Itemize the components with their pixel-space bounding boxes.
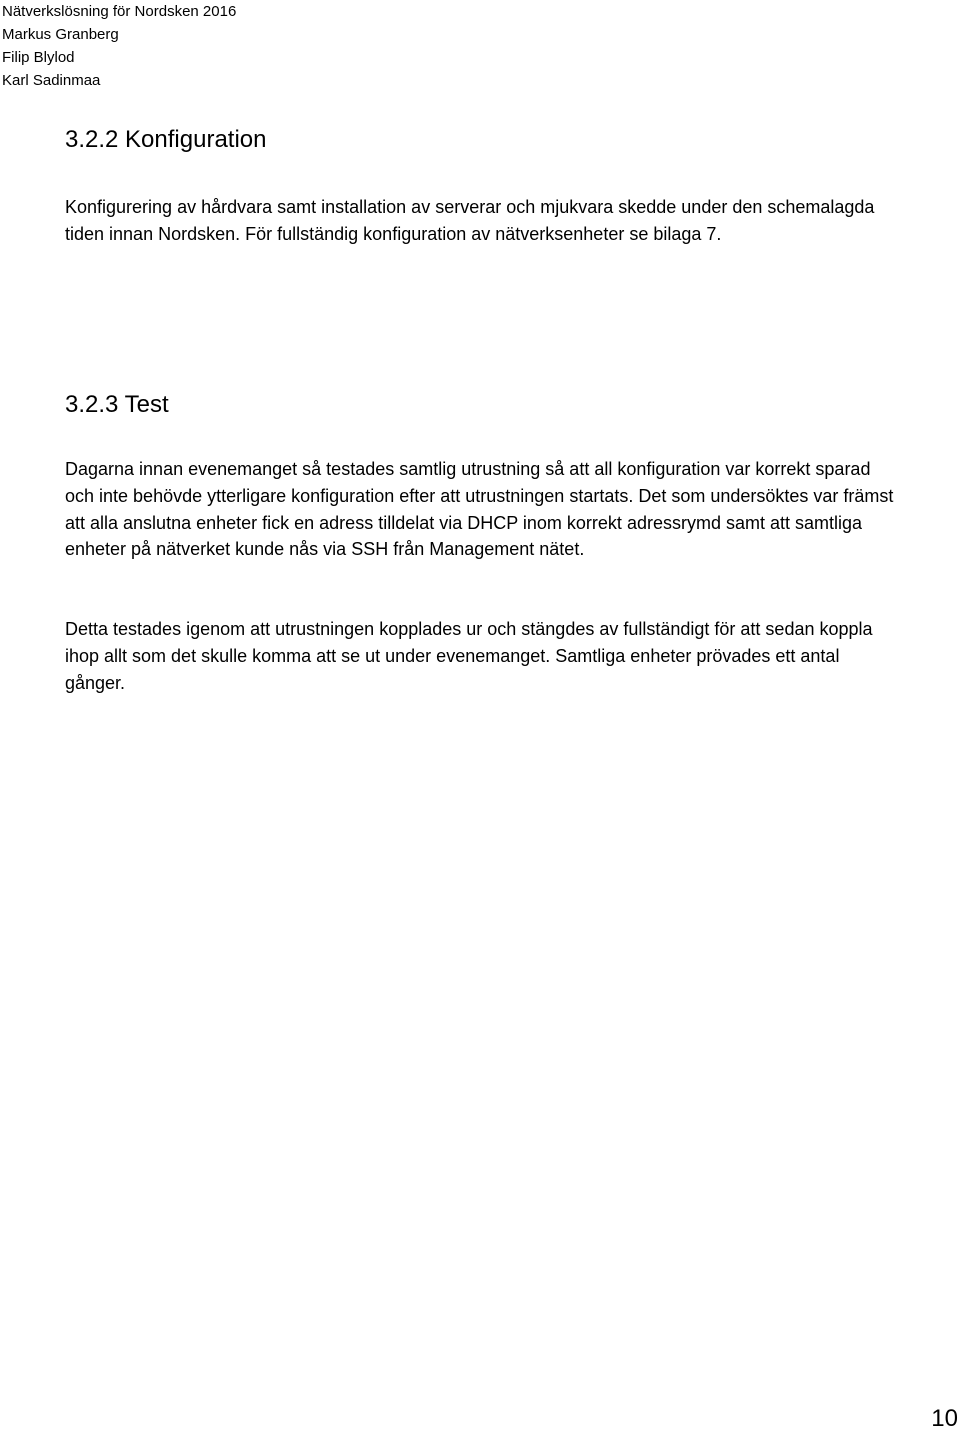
document-header	[2, 0, 236, 92]
header-author-name: Karl Sadinmaa	[2, 72, 101, 89]
paragraph-test-2: Detta testades igenom att utrustningen kopplades ur och stängdes av fullständigt för att sedan koppla ihop allt som det skulle komma att se ut under evenemanget. Samtliga enheter prövades ett antal gånger.	[65, 619, 873, 693]
paragraph-konfiguration: Konfigurering av hårdvara samt installation av serverar och mjukvara skedde under den schemalagda tiden innan Nordsken. För fullständig konfiguration av nätverksenheter se bilaga 7.	[65, 197, 875, 244]
paragraph-test-1: Dagarna innan evenemanget så testades samtlig utrustning så att all konfiguration var korrekt sparad och inte behövde ytterligare konfiguration efter att utrustningen startats. Det som undersöktes var främst att alla anslutna enheter fick en adress tilldelat via DHCP inom korrekt adressrymd samt att samtliga enheter på nätverket kunde nås via SSH från Management nätet.	[65, 459, 894, 560]
header-document-title: Nätverkslösning för Nordsken 2016	[2, 3, 237, 20]
page-number: 10	[931, 1405, 958, 1432]
section-heading-test: 3.2.3 Test	[65, 391, 169, 418]
section-heading-konfiguration: 3.2.2 Konfiguration	[65, 126, 267, 153]
header-author-name: Filip Blylod	[2, 49, 75, 66]
header-author-name: Markus Granberg	[2, 26, 119, 43]
